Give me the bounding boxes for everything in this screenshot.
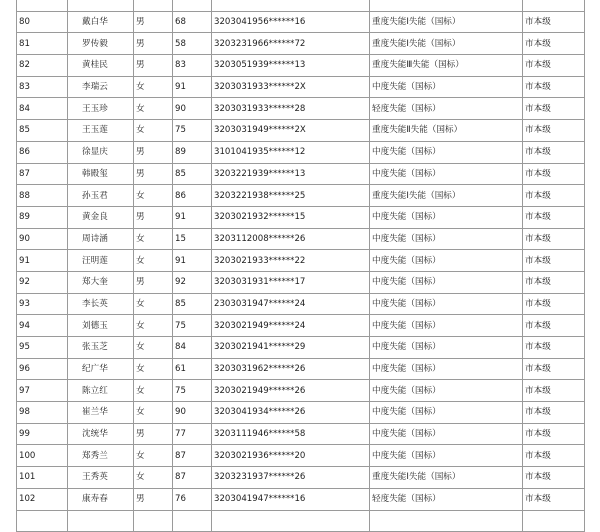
table-row bbox=[17, 467, 585, 489]
table-row bbox=[17, 445, 585, 467]
cell-index bbox=[17, 0, 68, 11]
cell-age: 86 bbox=[173, 185, 212, 207]
cell-region: 市本级 bbox=[523, 337, 585, 359]
cell-id-number: 3203021932******15 bbox=[212, 206, 370, 228]
cell-id-number: 3203021949******26 bbox=[212, 380, 370, 402]
cell-name: 纪广华 bbox=[68, 358, 134, 380]
cell-id-number: 3203031949******2X bbox=[212, 120, 370, 142]
cell-sex bbox=[134, 510, 173, 532]
cell-disability-level: 中度失能（国标） bbox=[370, 315, 523, 337]
cell-region: 市本级 bbox=[523, 358, 585, 380]
cell-region: 市本级 bbox=[523, 423, 585, 445]
cell-age: 58 bbox=[173, 33, 212, 55]
cell-index: 88 bbox=[17, 185, 68, 207]
cell-name: 黄桂民 bbox=[68, 55, 134, 77]
cell-sex: 男 bbox=[134, 141, 173, 163]
cell-region: 市本级 bbox=[523, 315, 585, 337]
cell-region: 市本级 bbox=[523, 250, 585, 272]
table-body bbox=[17, 0, 585, 532]
cell-region: 市本级 bbox=[523, 163, 585, 185]
cell-region: 市本级 bbox=[523, 488, 585, 510]
cell-disability-level: 中度失能（国标） bbox=[370, 163, 523, 185]
cell-name: 张玉芝 bbox=[68, 337, 134, 359]
table-row bbox=[17, 510, 585, 532]
cell-index: 99 bbox=[17, 423, 68, 445]
table-row bbox=[17, 488, 585, 510]
cell-index: 95 bbox=[17, 337, 68, 359]
cell-age: 61 bbox=[173, 358, 212, 380]
cell-name: 周诗涵 bbox=[68, 228, 134, 250]
cell-index: 100 bbox=[17, 445, 68, 467]
cell-age: 90 bbox=[173, 402, 212, 424]
table-row bbox=[17, 423, 585, 445]
cell-age: 91 bbox=[173, 206, 212, 228]
table-row bbox=[17, 98, 585, 120]
cell-id-number: 3203031962******26 bbox=[212, 358, 370, 380]
cell-index: 91 bbox=[17, 250, 68, 272]
table-row bbox=[17, 315, 585, 337]
cell-id-number: 3203041947******16 bbox=[212, 488, 370, 510]
cell-index: 80 bbox=[17, 11, 68, 33]
cell-region: 市本级 bbox=[523, 76, 585, 98]
cell-id-number: 3203041934******26 bbox=[212, 402, 370, 424]
cell-disability-level: 重度失能Ⅰ失能（国标） bbox=[370, 33, 523, 55]
cell-id-number: 3203021933******22 bbox=[212, 250, 370, 272]
cell-age: 76 bbox=[173, 488, 212, 510]
cell-index: 98 bbox=[17, 402, 68, 424]
cell-disability-level: 重度失能Ⅱ失能（国标） bbox=[370, 120, 523, 142]
cell-index: 96 bbox=[17, 358, 68, 380]
cell-age: 15 bbox=[173, 228, 212, 250]
cell-sex: 女 bbox=[134, 445, 173, 467]
table-row bbox=[17, 0, 585, 11]
cell-name: 康寿春 bbox=[68, 488, 134, 510]
cell-age: 90 bbox=[173, 98, 212, 120]
cell-id-number: 3203231966******72 bbox=[212, 33, 370, 55]
assessment-table bbox=[16, 0, 585, 532]
cell-name bbox=[68, 0, 134, 11]
cell-index: 89 bbox=[17, 206, 68, 228]
cell-age bbox=[173, 510, 212, 532]
cell-index: 93 bbox=[17, 293, 68, 315]
cell-name: 李长英 bbox=[68, 293, 134, 315]
cell-sex: 女 bbox=[134, 380, 173, 402]
cell-disability-level: 中度失能（国标） bbox=[370, 141, 523, 163]
table-row bbox=[17, 358, 585, 380]
cell-age: 83 bbox=[173, 55, 212, 77]
cell-id-number: 3203041956******16 bbox=[212, 11, 370, 33]
cell-disability-level: 中度失能（国标） bbox=[370, 271, 523, 293]
cell-disability-level: 中度失能（国标） bbox=[370, 293, 523, 315]
cell-index: 86 bbox=[17, 141, 68, 163]
cell-age: 75 bbox=[173, 120, 212, 142]
cell-id-number bbox=[212, 0, 370, 11]
cell-index: 82 bbox=[17, 55, 68, 77]
cell-region bbox=[523, 0, 585, 11]
cell-sex: 男 bbox=[134, 163, 173, 185]
cell-name: 王玉珍 bbox=[68, 98, 134, 120]
cell-disability-level bbox=[370, 0, 523, 11]
cell-id-number: 3203031933******2X bbox=[212, 76, 370, 98]
cell-index: 83 bbox=[17, 76, 68, 98]
cell-disability-level: 中度失能（国标） bbox=[370, 358, 523, 380]
cell-index: 84 bbox=[17, 98, 68, 120]
cell-disability-level: 重度失能Ⅰ失能（国标） bbox=[370, 467, 523, 489]
cell-sex: 男 bbox=[134, 271, 173, 293]
cell-sex: 女 bbox=[134, 337, 173, 359]
cell-age: 85 bbox=[173, 293, 212, 315]
cell-sex: 男 bbox=[134, 423, 173, 445]
cell-index: 90 bbox=[17, 228, 68, 250]
cell-name: 汪明莲 bbox=[68, 250, 134, 272]
table-row bbox=[17, 163, 585, 185]
cell-index: 87 bbox=[17, 163, 68, 185]
cell-sex: 女 bbox=[134, 185, 173, 207]
cell-id-number: 3203111946******58 bbox=[212, 423, 370, 445]
cell-region bbox=[523, 510, 585, 532]
cell-id-number: 3101041935******12 bbox=[212, 141, 370, 163]
cell-id-number: 3203231937******26 bbox=[212, 467, 370, 489]
table-row bbox=[17, 337, 585, 359]
cell-name: 罗传毅 bbox=[68, 33, 134, 55]
cell-index: 102 bbox=[17, 488, 68, 510]
cell-age bbox=[173, 0, 212, 11]
cell-name bbox=[68, 510, 134, 532]
cell-disability-level: 中度失能（国标） bbox=[370, 250, 523, 272]
cell-disability-level: 中度失能（国标） bbox=[370, 337, 523, 359]
cell-region: 市本级 bbox=[523, 33, 585, 55]
cell-disability-level bbox=[370, 510, 523, 532]
table-row bbox=[17, 293, 585, 315]
cell-sex: 男 bbox=[134, 488, 173, 510]
cell-region: 市本级 bbox=[523, 185, 585, 207]
cell-sex: 女 bbox=[134, 250, 173, 272]
cell-index: 101 bbox=[17, 467, 68, 489]
table-row bbox=[17, 11, 585, 33]
cell-name: 郑大奎 bbox=[68, 271, 134, 293]
cell-disability-level: 重度失能Ⅲ失能（国标） bbox=[370, 55, 523, 77]
cell-name: 王玉莲 bbox=[68, 120, 134, 142]
cell-name: 戴白华 bbox=[68, 11, 134, 33]
cell-id-number: 3203021941******29 bbox=[212, 337, 370, 359]
cell-disability-level: 重度失能Ⅰ失能（国标） bbox=[370, 11, 523, 33]
cell-disability-level: 中度失能（国标） bbox=[370, 423, 523, 445]
cell-age: 91 bbox=[173, 250, 212, 272]
table-row bbox=[17, 120, 585, 142]
cell-age: 87 bbox=[173, 467, 212, 489]
cell-id-number: 2303031947******24 bbox=[212, 293, 370, 315]
cell-disability-level: 中度失能（国标） bbox=[370, 380, 523, 402]
cell-region: 市本级 bbox=[523, 55, 585, 77]
cell-id-number: 3203021949******24 bbox=[212, 315, 370, 337]
cell-disability-level: 中度失能（国标） bbox=[370, 228, 523, 250]
table-row bbox=[17, 271, 585, 293]
table-row bbox=[17, 76, 585, 98]
cell-name: 孙玉君 bbox=[68, 185, 134, 207]
cell-name: 王秀英 bbox=[68, 467, 134, 489]
cell-id-number: 3203221938******25 bbox=[212, 185, 370, 207]
cell-id-number: 3203112008******26 bbox=[212, 228, 370, 250]
cell-id-number: 3203031931******17 bbox=[212, 271, 370, 293]
cell-name: 郑秀兰 bbox=[68, 445, 134, 467]
cell-region: 市本级 bbox=[523, 271, 585, 293]
cell-sex: 女 bbox=[134, 120, 173, 142]
cell-index: 94 bbox=[17, 315, 68, 337]
cell-sex: 女 bbox=[134, 228, 173, 250]
cell-age: 92 bbox=[173, 271, 212, 293]
cell-region: 市本级 bbox=[523, 402, 585, 424]
cell-name: 陈立红 bbox=[68, 380, 134, 402]
cell-id-number: 3203031933******28 bbox=[212, 98, 370, 120]
table-row bbox=[17, 33, 585, 55]
cell-name: 刘德玉 bbox=[68, 315, 134, 337]
cell-sex: 女 bbox=[134, 293, 173, 315]
cell-disability-level: 轻度失能（国标） bbox=[370, 488, 523, 510]
cell-name: 黄金良 bbox=[68, 206, 134, 228]
cell-sex: 女 bbox=[134, 402, 173, 424]
cell-region: 市本级 bbox=[523, 98, 585, 120]
cell-age: 85 bbox=[173, 163, 212, 185]
table-row bbox=[17, 185, 585, 207]
table-row bbox=[17, 141, 585, 163]
table-row bbox=[17, 402, 585, 424]
cell-index: 92 bbox=[17, 271, 68, 293]
cell-age: 89 bbox=[173, 141, 212, 163]
cell-age: 87 bbox=[173, 445, 212, 467]
cell-id-number: 3203051939******13 bbox=[212, 55, 370, 77]
cell-index: 81 bbox=[17, 33, 68, 55]
cell-age: 91 bbox=[173, 76, 212, 98]
table-row bbox=[17, 206, 585, 228]
cell-disability-level: 中度失能（国标） bbox=[370, 76, 523, 98]
cell-sex: 男 bbox=[134, 55, 173, 77]
cell-region: 市本级 bbox=[523, 206, 585, 228]
cell-sex: 女 bbox=[134, 358, 173, 380]
cell-disability-level: 中度失能（国标） bbox=[370, 206, 523, 228]
cell-age: 75 bbox=[173, 315, 212, 337]
cell-sex: 女 bbox=[134, 467, 173, 489]
cell-region: 市本级 bbox=[523, 445, 585, 467]
cell-index bbox=[17, 510, 68, 532]
cell-name: 韩殿玺 bbox=[68, 163, 134, 185]
cell-region: 市本级 bbox=[523, 380, 585, 402]
cell-id-number: 3203221939******13 bbox=[212, 163, 370, 185]
cell-age: 84 bbox=[173, 337, 212, 359]
table-row bbox=[17, 250, 585, 272]
cell-index: 85 bbox=[17, 120, 68, 142]
table-row bbox=[17, 228, 585, 250]
cell-index: 97 bbox=[17, 380, 68, 402]
cell-name: 沈统华 bbox=[68, 423, 134, 445]
table-row bbox=[17, 380, 585, 402]
table-row bbox=[17, 55, 585, 77]
cell-name: 李瑞云 bbox=[68, 76, 134, 98]
cell-name: 崔兰华 bbox=[68, 402, 134, 424]
cell-region: 市本级 bbox=[523, 467, 585, 489]
cell-id-number bbox=[212, 510, 370, 532]
cell-age: 75 bbox=[173, 380, 212, 402]
cell-disability-level: 重度失能Ⅰ失能（国标） bbox=[370, 185, 523, 207]
cell-region: 市本级 bbox=[523, 120, 585, 142]
cell-sex: 男 bbox=[134, 11, 173, 33]
cell-region: 市本级 bbox=[523, 141, 585, 163]
cell-region: 市本级 bbox=[523, 293, 585, 315]
cell-sex: 女 bbox=[134, 76, 173, 98]
cell-disability-level: 中度失能（国标） bbox=[370, 402, 523, 424]
cell-region: 市本级 bbox=[523, 228, 585, 250]
cell-age: 77 bbox=[173, 423, 212, 445]
cell-region: 市本级 bbox=[523, 11, 585, 33]
cell-sex: 女 bbox=[134, 315, 173, 337]
cell-disability-level: 中度失能（国标） bbox=[370, 445, 523, 467]
cell-sex: 女 bbox=[134, 98, 173, 120]
cell-age: 68 bbox=[173, 11, 212, 33]
cell-sex: 男 bbox=[134, 206, 173, 228]
cell-sex bbox=[134, 0, 173, 11]
cell-disability-level: 轻度失能（国标） bbox=[370, 98, 523, 120]
cell-sex: 男 bbox=[134, 33, 173, 55]
cell-id-number: 3203021936******20 bbox=[212, 445, 370, 467]
cell-name: 徐显庆 bbox=[68, 141, 134, 163]
